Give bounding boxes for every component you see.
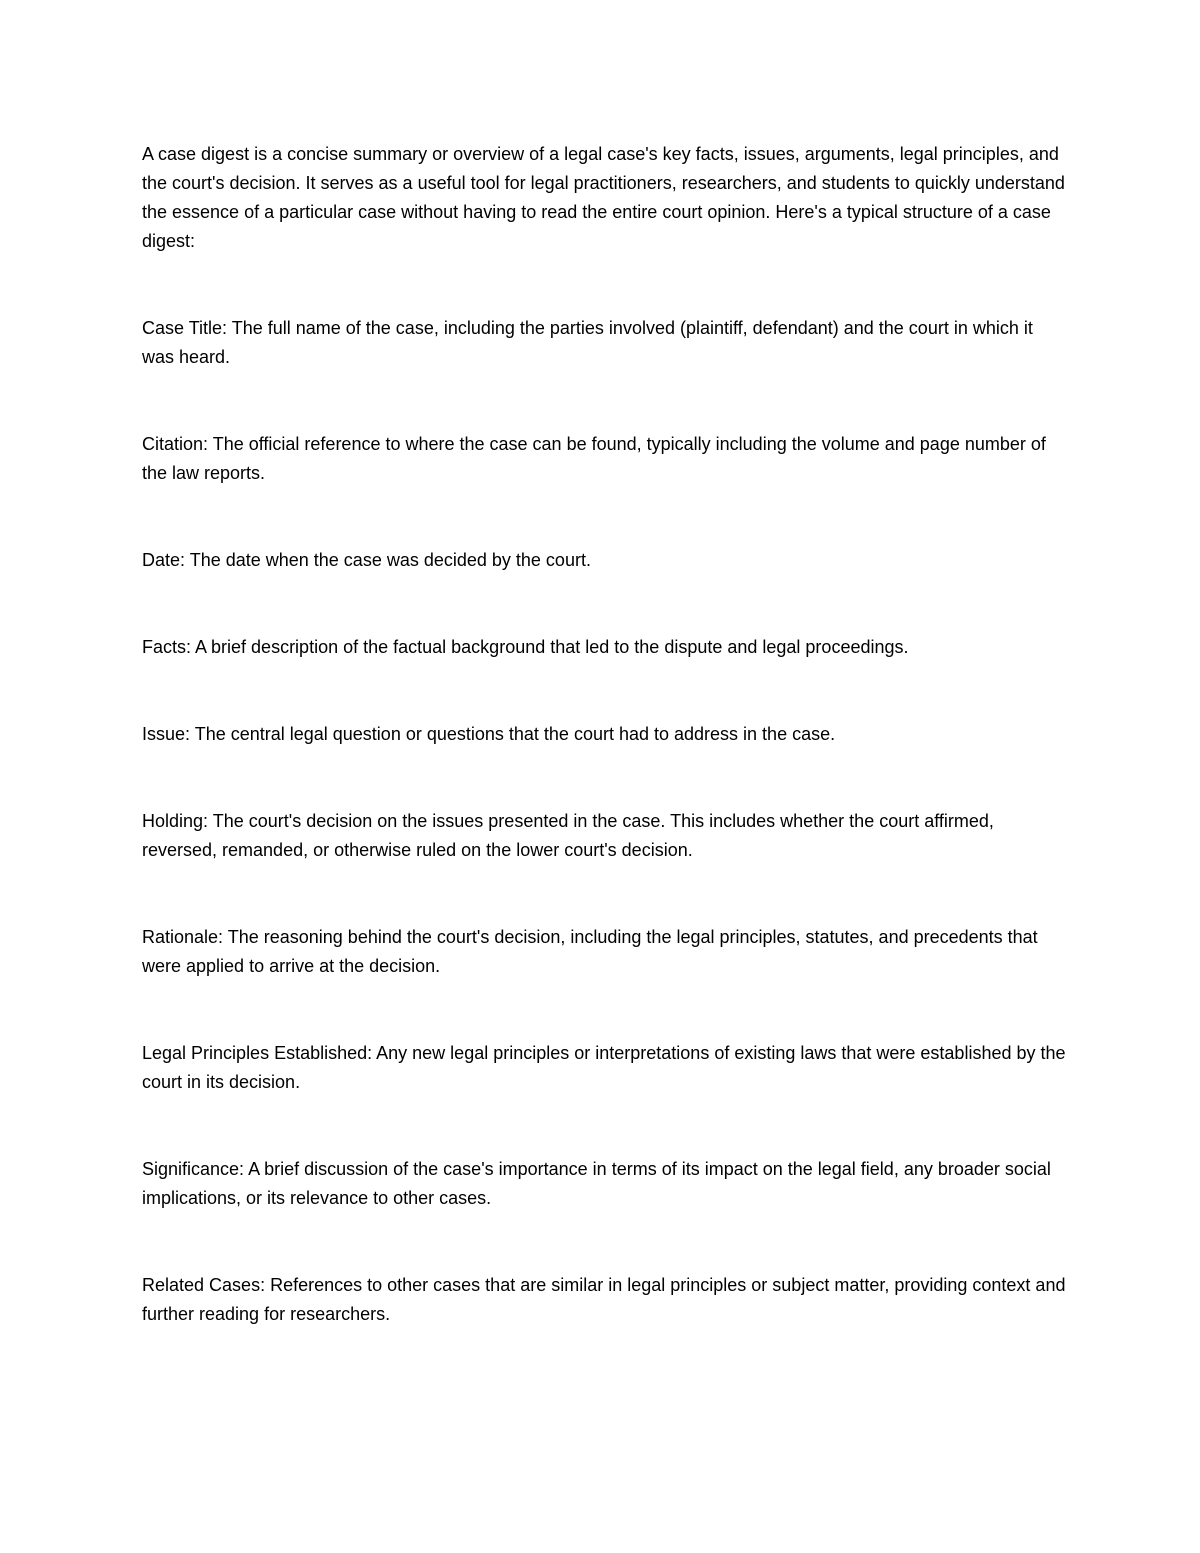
date-paragraph: Date: The date when the case was decided by the court.: [142, 550, 591, 570]
document-body: [142, 140, 1067, 1387]
legal-principles-paragraph: Legal Principles Established: Any new legal principles or interpretations of existing laws that were established by the court in its decision.: [142, 1043, 1066, 1092]
case-title-paragraph: Case Title: The full name of the case, including the parties involved (plaintiff, defendant) and the court in which it was heard.: [142, 318, 1033, 367]
citation-paragraph: Citation: The official reference to where the case can be found, typically including the volume and page number of the law reports.: [142, 434, 1046, 483]
holding-paragraph: Holding: The court's decision on the issues presented in the case. This includes whether the court affirmed, reversed, remanded, or otherwise ruled on the lower court's decision.: [142, 811, 994, 860]
rationale-paragraph: Rationale: The reasoning behind the court's decision, including the legal principles, statutes, and precedents that were applied to arrive at the decision.: [142, 927, 1038, 976]
issue-paragraph: Issue: The central legal question or questions that the court had to address in the case.: [142, 724, 836, 744]
related-cases-paragraph: Related Cases: References to other cases that are similar in legal principles or subject matter, providing context and further reading for researchers.: [142, 1275, 1066, 1324]
facts-paragraph: Facts: A brief description of the factual background that led to the dispute and legal proceedings.: [142, 637, 909, 657]
significance-paragraph: Significance: A brief discussion of the case's importance in terms of its impact on the legal field, any broader social implications, or its relevance to other cases.: [142, 1159, 1051, 1208]
intro-paragraph: A case digest is a concise summary or overview of a legal case's key facts, issues, arguments, legal principles, and the court's decision. It serves as a useful tool for legal practitioners, researchers, and students to quickly understand the essence of a particular case without having to read the entire court opinion. Here's a typical structure of a case digest:: [142, 144, 1065, 251]
